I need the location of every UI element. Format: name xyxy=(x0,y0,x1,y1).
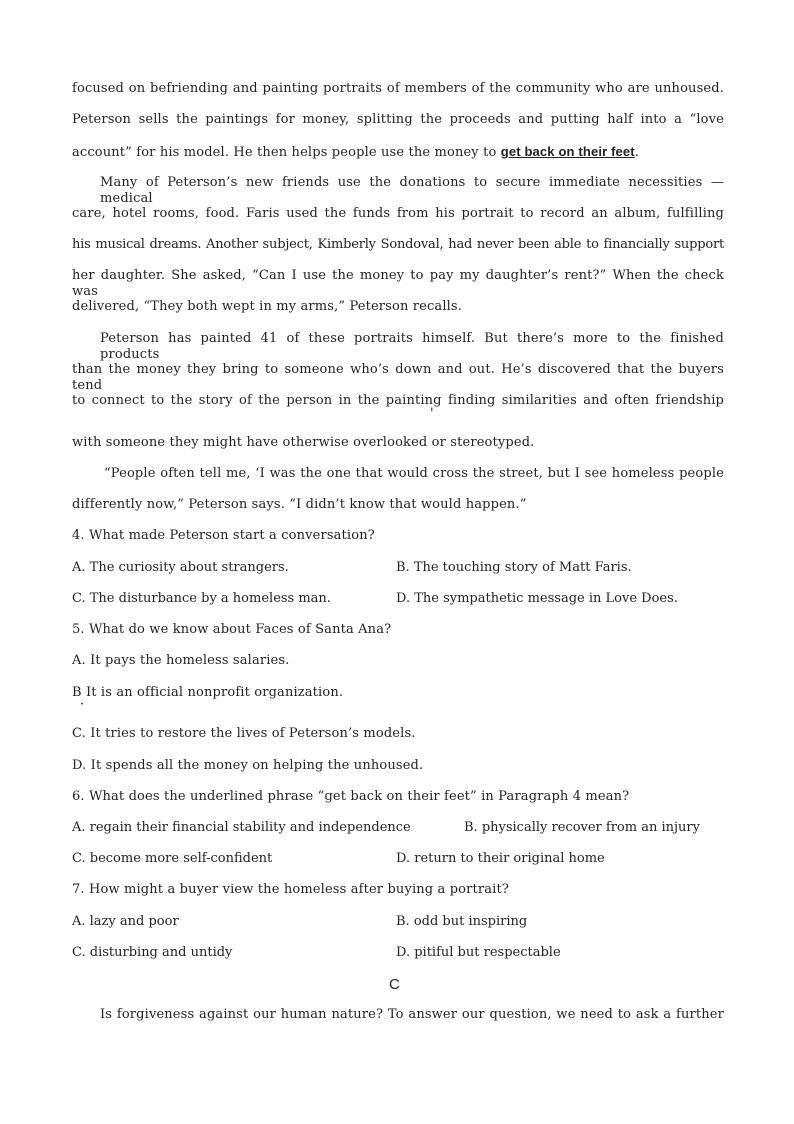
option-d: D. The sympathetic message in Love Does. xyxy=(396,591,678,606)
option-row xyxy=(72,591,724,607)
option-d: D. pitiful but respectable xyxy=(396,945,561,960)
stray-mark: ' xyxy=(430,406,434,421)
option-b: B. physically recover from an injury xyxy=(464,820,700,835)
passage-line: care, hotel rooms, food. Faris used the funds from his portrait to record an album, fulfilling xyxy=(72,206,724,221)
option-row xyxy=(72,820,724,836)
option-a: A. It pays the homeless salaries. xyxy=(72,653,290,668)
option-c: C. become more self-confident xyxy=(72,851,273,866)
option-row xyxy=(72,560,724,576)
option-row xyxy=(72,851,724,867)
option-c: C. It tries to restore the lives of Peterson’s models. xyxy=(72,726,416,741)
option-b: B It is an official nonprofit organization. xyxy=(72,685,344,700)
option-a: A. regain their financial stability and independence xyxy=(72,820,411,835)
passage-line: Is forgiveness against our human nature? To answer our question, we need to ask a further xyxy=(100,1007,724,1022)
passage-line: to connect to the story of the person in the painting finding similarities and often friendship xyxy=(72,393,724,408)
option-row xyxy=(72,945,724,961)
question-stem: 7. How might a buyer view the homeless after buying a portrait? xyxy=(72,882,509,897)
passage-line: “People often tell me, ‘I was the one that would cross the street, but I see homeless people xyxy=(104,466,724,481)
passage-line: than the money they bring to someone who’s down and out. He’s discovered that the buyers tend xyxy=(72,362,724,393)
option-b: B. odd but inspiring xyxy=(396,914,528,929)
section-heading: C xyxy=(389,976,400,993)
option-a: A. The curiosity about strangers. xyxy=(72,560,289,575)
passage-line: account” for his model. He then helps people use the money to get back on their feet. xyxy=(72,144,640,160)
passage-line: with someone they might have otherwise overlooked or stereotyped. xyxy=(72,435,535,450)
question-stem: 5. What do we know about Faces of Santa Ana? xyxy=(72,622,392,637)
question-stem: 6. What does the underlined phrase “get back on their feet” in Paragraph 4 mean? xyxy=(72,789,630,804)
passage-line: Many of Peterson’s new friends use the donations to secure immediate necessities — medical xyxy=(100,175,724,206)
option-c: C. disturbing and untidy xyxy=(72,945,233,960)
option-row xyxy=(72,914,724,930)
passage-line: Peterson has painted 41 of these portraits himself. But there’s more to the finished products xyxy=(100,331,724,362)
option-a: A. lazy and poor xyxy=(72,914,179,929)
option-d: D. It spends all the money on helping the unhoused. xyxy=(72,758,424,773)
stray-mark: · xyxy=(80,697,85,712)
option-c: C. The disturbance by a homeless man. xyxy=(72,591,331,606)
passage-line: delivered, “They both wept in my arms,” Peterson recalls. xyxy=(72,299,463,314)
passage-line: her daughter. She asked, “Can I use the money to pay my daughter’s rent?” When the check was xyxy=(72,268,724,299)
passage-line: his musical dreams. Another subject, Kimberly Sondoval, had never been able to financially support xyxy=(72,237,724,252)
option-b: B. The touching story of Matt Faris. xyxy=(396,560,632,575)
option-d: D. return to their original home xyxy=(396,851,605,866)
passage-line: differently now,” Peterson says. “I didn’t know that would happen.” xyxy=(72,497,527,512)
underlined-phrase: get back on their feet xyxy=(500,144,635,159)
question-stem: 4. What made Peterson start a conversation? xyxy=(72,528,375,543)
passage-line: focused on befriending and painting portraits of members of the community who are unhoused. xyxy=(72,81,724,96)
passage-line: Peterson sells the paintings for money, splitting the proceeds and putting half into a “love xyxy=(72,112,724,127)
